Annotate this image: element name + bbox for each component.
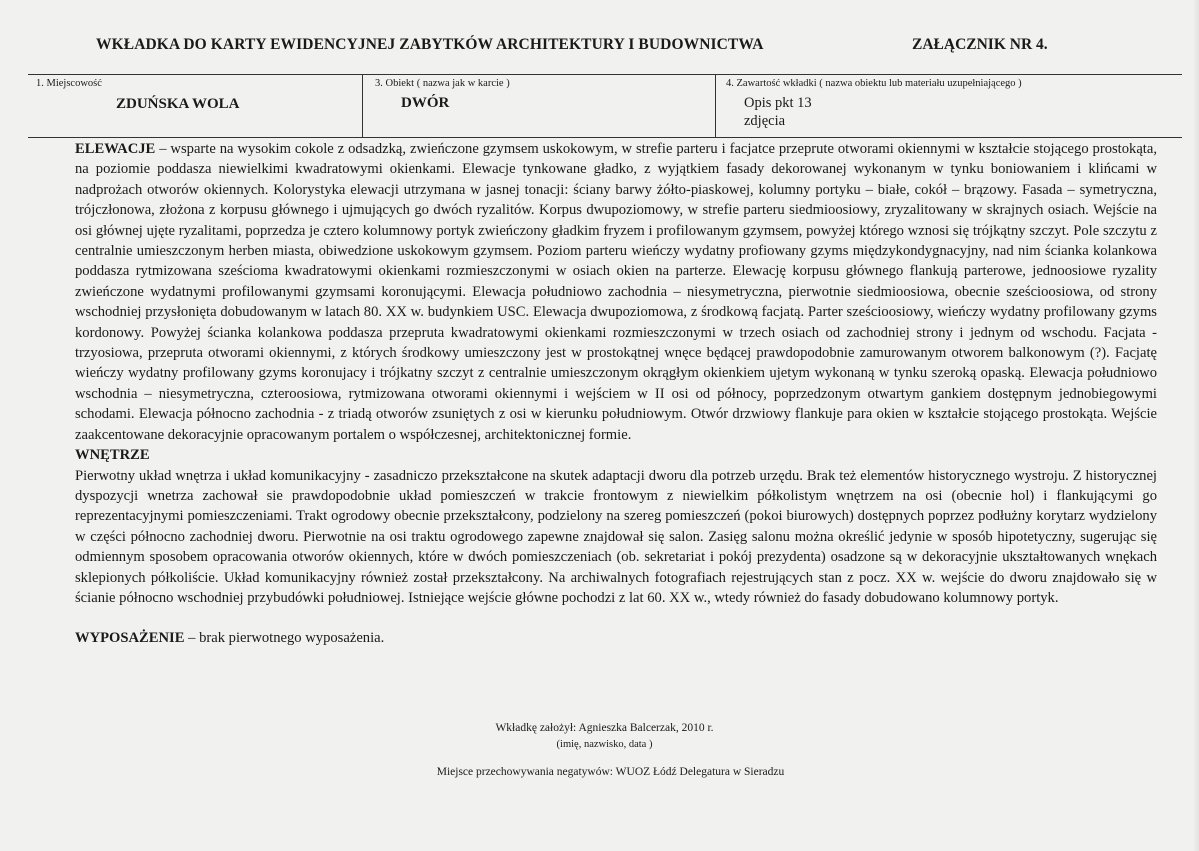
elewacje-text: – wsparte na wysokim cokole z odsadzką, zwieńczone gzymsem uskokowym, w strefie parteru i facjatce przeprute otworami okiennymi w kształcie stojącego prostokąta, na poziomie poddasza niewielkimi kwadratowymi okienkami. Elewacje tynkowane gładko, z wyjątkiem fasady dekorowanej wykonanym w tynku boniowaniem i klińcami w nadprożach otworów okiennych. Kolorystyka elewacji utrzymana w jasnej tonacji: ściany barwy żółto-piaskowej, kolumny portyku – białe, cokół – brązowy. Fasada – symetryczna, trójczłonowa, złożona z korpusu głównego i ujmujących go dwóch ryzalitów. Korpus dwupoziomowy, w strefie parteru siedmioosiowy, zryzalitowany w skrajnych osiach. Wejście na osi głównej ujęte ryzalitami, poprzedza je cztero kolumnowy portyk zwieńczony gładkim fryzem i profilowanym gzymsem, powyżej którego wznosi się trójkątny szczyt. Pole szczytu z centralnie umieszczonym herben miasta, obiwedzione uskokowym gzymsem. Poziom parteru wieńczy wydatny profiowany gzyms międzykondygnacyjny, nad nim ścianka kolankowa poddasza rytmizowana sześcioma kwadratowymi okienkami rozmieszczonymi w osiach okien na parterze. Elewację korpusu głównego flankują parterowe, jednoosiowe ryzality zwieńczone wydatnymi profilowanymi gzymsami koronującymi. Elewacja południowo zachodnia – niesymetryczna, pierwotnie siedmioosiowa, obecnie sześcioosiowa, od strony wschodniej przysłonięta dobudowanym w latach 80. XX w. budynkiem USC. Elewacja dwupoziomowa, z środkową facjatą. Parter sześcioosiowy, wieńczy wydatny profilowany gzyms kordonowy. Powyżej ścianka kolankowa poddasza przepruta kwadratowymi okienkami rozmieszczonymi w trzech osiach od zachodniej strony i jednym od wschodu. Facjata - trzyosiowa, przepruta otworami okiennymi, z których środkowy umieszczony jest w prostokątnej wnęce będącej prawdopodobnie zamurowanym otworem balkonowym (?). Facjatę wieńczy wydatny profilowany gzyms koronujacy i trójkatny szczyt z centralnie umieszczonym okrągłym okienkiem ujetym wykonaną w tynku szeroką opaską. Elewacja południowo wschodnia – niesymetryczna, czteroosiowa, rytmizowana otworami okiennymi i wejściem w II osi od północy, poprzedzonym otwartym gankiem dostępnym jednobiegowymi schodami. Elewacja północno zachodnia - z triadą otworów zsuniętych z osi w kierunku południowym. Otwór drzwiowy flankuje para okien w kształcie stojącego prostokąta. Wejście zaakcentowane dekoracyjnie opracowanym portalem o współczesnej, architektonicznej formie. bbox=[75, 141, 1157, 443]
contents-line-1: Opis pkt 13 bbox=[744, 95, 812, 111]
elewacje-heading: ELEWACJE bbox=[75, 141, 156, 157]
author-hint: (imię, nazwisko, data ) bbox=[556, 739, 653, 750]
wyposazenie-text: – brak pierwotnego wyposażenia. bbox=[184, 630, 385, 647]
location-value: ZDUŃSKA WOLA bbox=[116, 96, 240, 112]
contents-cell bbox=[715, 75, 1182, 137]
contents-line-2: zdjęcia bbox=[744, 113, 786, 129]
location-cell bbox=[28, 75, 362, 137]
wnetrze-text: Pierwotny układ wnętrza i układ komunikacyjny - zasadniczo przekształcone na skutek adaptacji dworu dla potrzeb urzędu. Brak też elementów historycznego wystroju. Z historycznej dyspozycji wnetrza zachował sie prawdopodobnie układ pomieszczeń w trakcie frontowym z niewielkim półkolistym wnętrzem na osi (obecnie hol) i flankującymi go reprezentacyjnymi pomieszczeniami. Trakt ogrodowy obecnie przekształcony, podzielony na szereg pomieszczeń (pokoi biurowych) dostępnych poprzez podłużny korytarz wydzielony w części północno zachodniej dworu. Pierwotnie na osi traktu ogrodowego zapewne znajdował się salon. Zasięg salonu można określić jedynie w sposób hipotetyczny, sugerując się odmiennym sposobem opracowania otworów okiennych, które w dwóch pomieszczeniach (ob. sekretariat i pokój prezydenta) osadzone są w dekoracyjnie ukształtowanych wnękach sklepionych półkoliście. Układ komunikacyjny również został przekształcony. Na archiwalnych fotografiach rejestrujących stan z pocz. XX w. wejście do dworu znajdowało się w ścianie północno wschodniej przybudówki południowej. Istniejące wejście główne pochodzi z lat 60. XX w., wtedy również do fasady dobudowano kolumnowy portyk. bbox=[75, 467, 1157, 606]
document-title: WKŁADKA DO KARTY EWIDENCYJNEJ ZABYTKÓW ARCHITEKTURY I BUDOWNICTWA bbox=[96, 36, 764, 53]
author-line: Wkładkę założył: Agnieszka Balcerzak, 2010 r. bbox=[495, 722, 714, 734]
contents-label: 4. Zawartość wkładki ( nazwa obiektu lub materiału uzupełniającego ) bbox=[726, 78, 1022, 89]
wnetrze-heading: WNĘTRZE bbox=[75, 447, 150, 464]
storage-line: Miejsce przechowywania negatywów: WUOZ Łódź Delegatura w Sieradzu bbox=[436, 766, 785, 778]
elewacje-paragraph bbox=[75, 139, 1157, 445]
wyposazenie-paragraph bbox=[75, 628, 1157, 648]
object-value: DWÓR bbox=[401, 95, 450, 111]
scan-edge bbox=[1193, 0, 1199, 851]
annex-number: ZAŁĄCZNIK NR 4. bbox=[912, 36, 1048, 53]
wyposazenie-heading: WYPOSAŻENIE bbox=[75, 630, 185, 647]
description-body bbox=[75, 139, 1157, 649]
info-table bbox=[28, 74, 1182, 138]
location-label: 1. Miejscowość bbox=[36, 78, 102, 89]
object-label: 3. Obiekt ( nazwa jak w karcie ) bbox=[375, 78, 510, 89]
object-cell bbox=[362, 75, 715, 137]
